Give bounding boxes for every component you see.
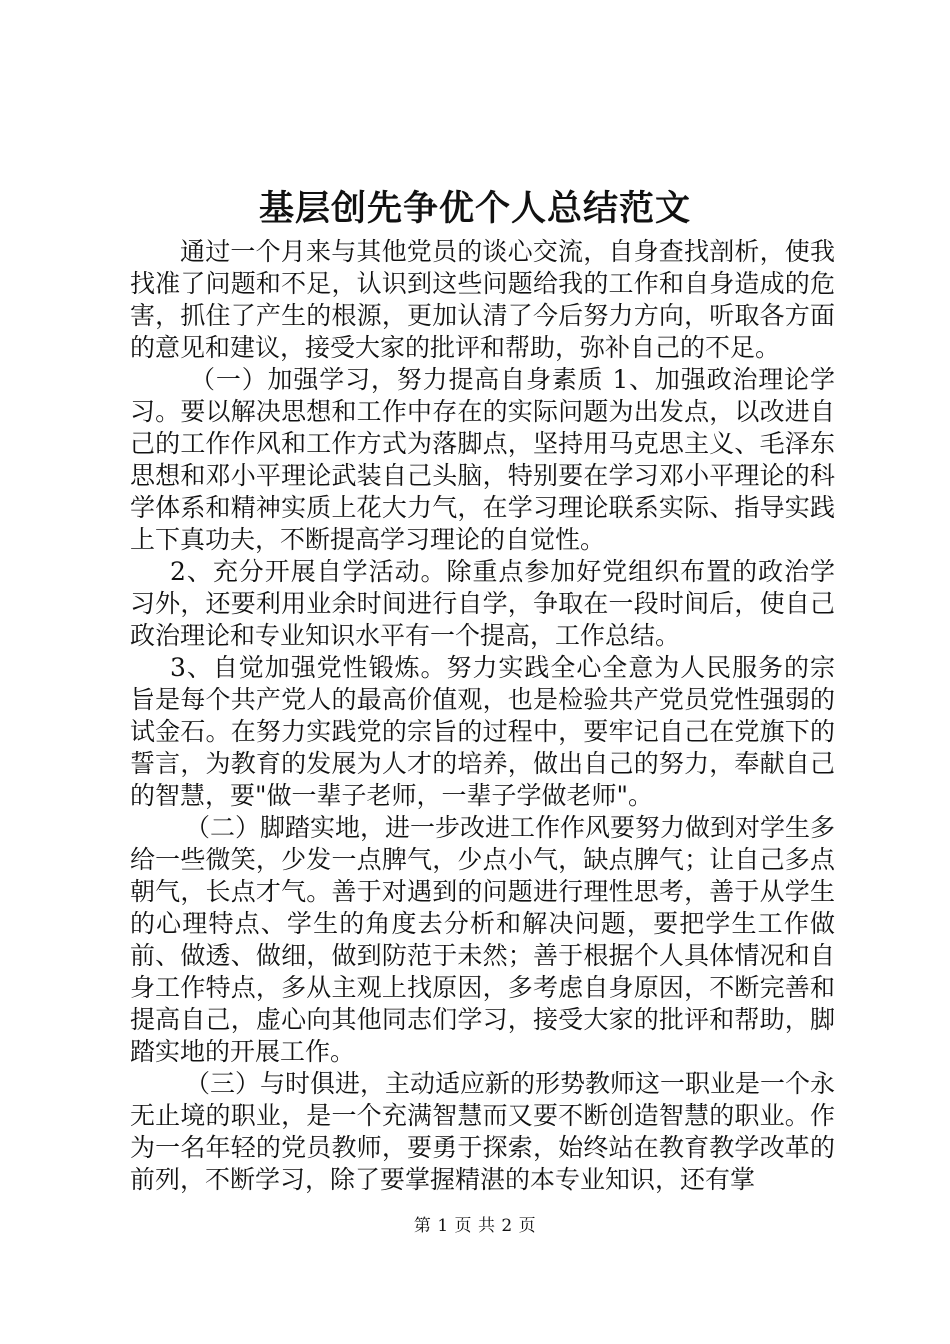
paragraph-4: 3、自觉加强党性锻炼。努力实践全心全意为人民服务的宗旨是每个共产党人的最高价值观，也是检验共产党员党性强弱的试金石。在努力实践党的宗旨的过程中，要牢记自己在党旗下的誓言，为教育的发展为人才的培养，做出自己的努力，奉献自己的智慧，要"做一辈子老师，一辈子学做老师"。 bbox=[130, 653, 835, 810]
page-footer: 第 1 页 共 2 页 bbox=[413, 1216, 537, 1236]
paragraph-3: 2、充分开展自学活动。除重点参加好党组织布置的政治学习外，还要利用业余时间进行自学，争取在一段时间后，使自己政治理论和专业知识水平有一个提高，工作总结。 bbox=[130, 557, 835, 650]
paragraph-6: （三）与时俱进，主动适应新的形势教师这一职业是一个永无止境的职业，是一个充满智慧而又要不断创造智慧的职业。作为一名年轻的党员教师，要勇于探索，始终站在教育教学改革的前列，不断学习，除了要掌握精湛的本专业知识，还有掌 bbox=[130, 1069, 836, 1194]
paragraph-1: 通过一个月来与其他党员的谈心交流，自身查找剖析，使我找准了问题和不足，认识到这些问题给我的工作和自身造成的危害，抓住了产生的根源，更加认清了今后努力方向，听取各方面的意见和建议，接受大家的批评和帮助，弥补自己的不足。 bbox=[130, 237, 835, 362]
document-body bbox=[130, 236, 835, 1196]
paragraph-5: （二）脚踏实地，进一步改进工作作风要努力做到对学生多给一些微笑，少发一点脾气，少点小气，缺点脾气；让自己多点朝气，长点才气。善于对遇到的问题进行理性思考，善于从学生的心理特点、学生的角度去分析和解决问题，要把学生工作做前、做透、做细，做到防范于未然；善于根据个人具体情况和自身工作特点，多从主观上找原因，多考虑自身原因，不断完善和提高自己，虚心向其他同志们学习，接受大家的批评和帮助，脚踏实地的开展工作。 bbox=[130, 813, 836, 1066]
document-title: 基层创先争优个人总结范文 bbox=[258, 188, 691, 229]
paragraph-2: （一）加强学习，努力提高自身素质 1、加强政治理论学习。要以解决思想和工作中存在的实际问题为出发点，以改进自己的工作作风和工作方式为落脚点，坚持用马克思主义、毛泽东思想和邓小平理论武装自己头脑，特别要在学习邓小平理论的科学体系和精神实质上花大力气，在学习理论联系实际、指导实践上下真功夫，不断提高学习理论的自觉性。 bbox=[130, 365, 835, 554]
